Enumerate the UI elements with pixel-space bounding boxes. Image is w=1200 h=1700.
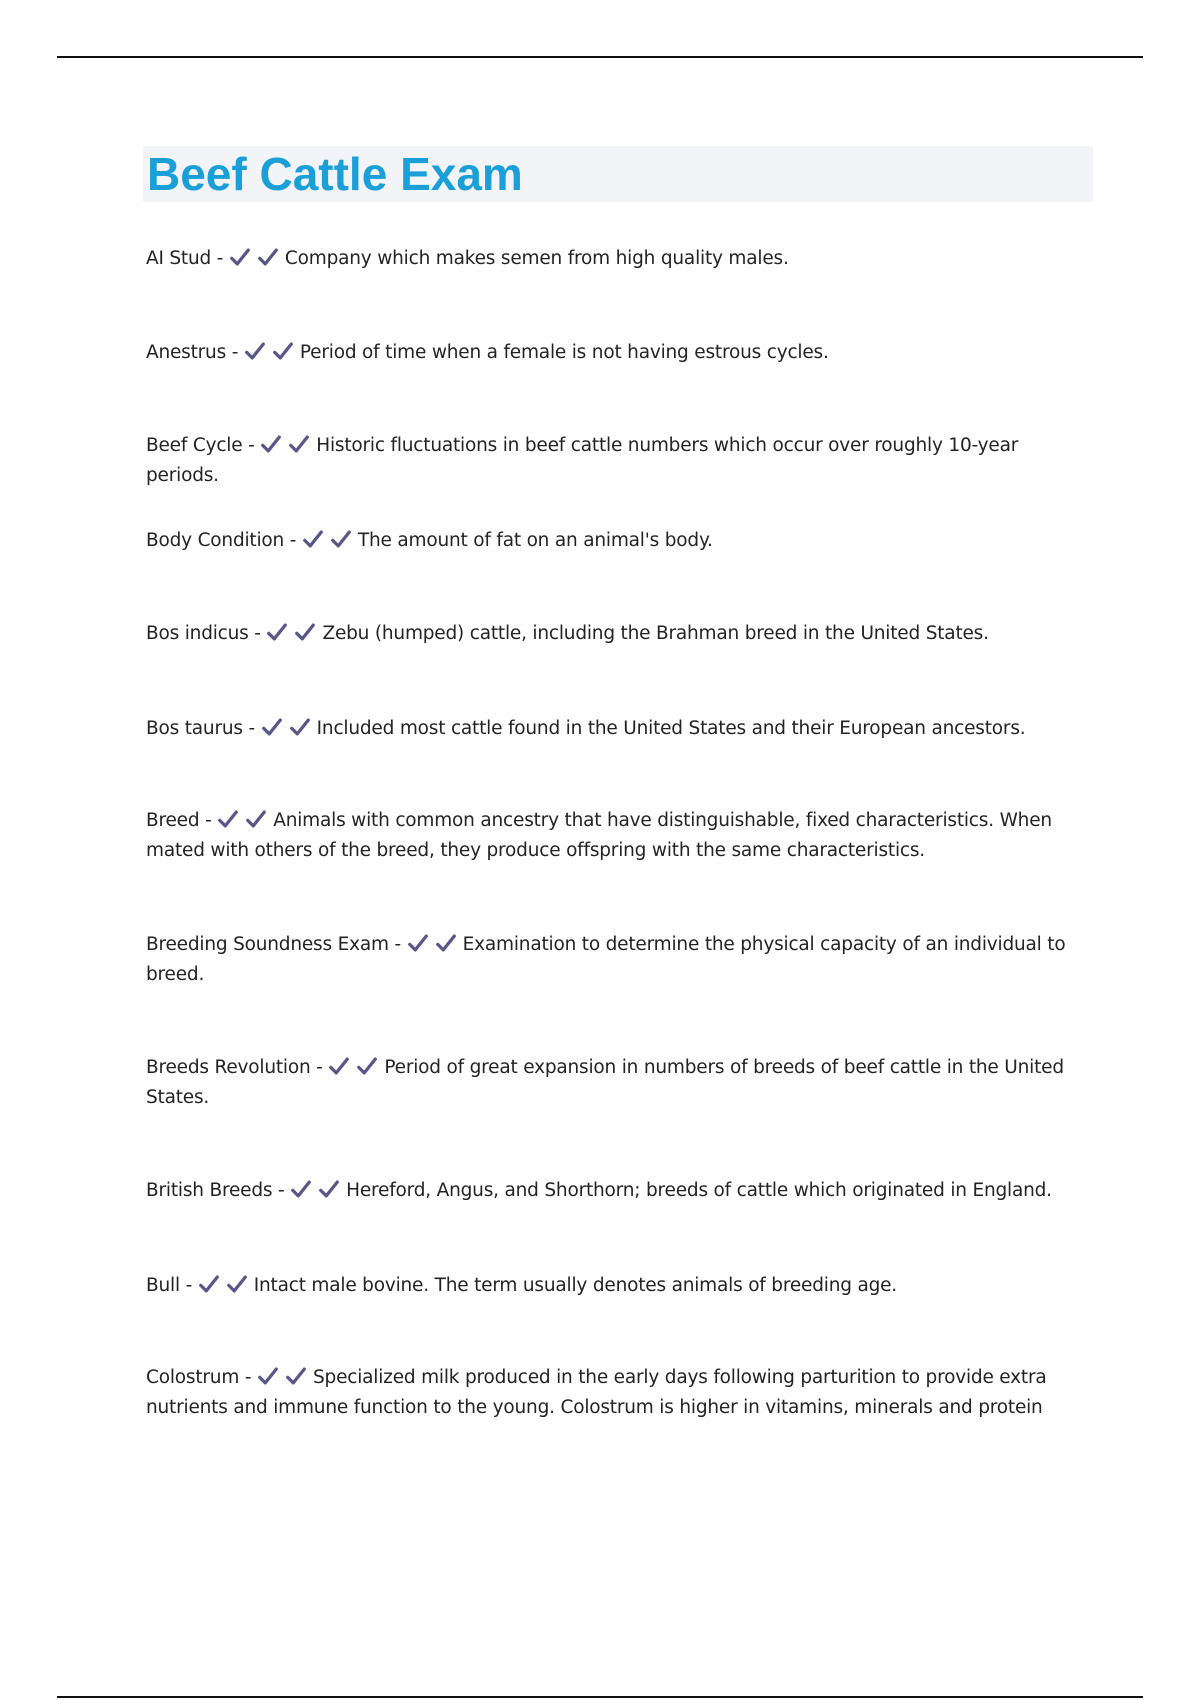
page-title: Beef Cattle Exam [147,148,523,200]
entry-definition: Historic fluctuations in beef cattle numbers which occur over roughly 10-year periods. [146,435,1019,486]
header-rule [57,56,1143,58]
check-mark-icon [288,433,310,455]
check-mark-icon [328,1055,350,1077]
entry-term: Body Condition [146,530,285,551]
entry-separator: - [310,1057,329,1078]
definition-entry [146,619,1096,649]
entry-term: Bos taurus [146,718,243,739]
entry-separator: - [226,342,244,363]
check-mark-icon [257,246,279,268]
check-mark-icon [266,621,288,643]
check-mark-icon [257,1365,279,1387]
check-mark-icon [198,1273,220,1295]
entry-term: Bos indicus [146,623,249,644]
entry-definition: Hereford, Angus, and Shorthorn; breeds of cattle which originated in England. [346,1180,1052,1201]
entry-definition: Period of great expansion in numbers of breeds of beef cattle in the United States. [146,1057,1064,1108]
definition-entry [146,244,1096,274]
definition-entry [146,431,1096,491]
definition-entry [146,1176,1096,1206]
definition-entry [146,1363,1096,1423]
entry-definition: The amount of fat on an animal's body. [357,530,713,551]
entry-term: Beef Cycle [146,435,243,456]
definition-entry [146,338,1096,368]
definition-entry [146,1271,1096,1301]
entry-definition: Period of time when a female is not having estrous cycles. [299,342,829,363]
entry-separator: - [248,623,267,644]
entry-term: Bull [146,1275,180,1296]
entry-separator: - [272,1180,291,1201]
entry-term: Breeding Soundness Exam [146,934,389,955]
entry-term: British Breeds [146,1180,273,1201]
entry-definition: Intact male bovine. The term usually denotes animals of breeding age. [253,1275,897,1296]
entry-definition: Animals with common ancestry that have distinguishable, fixed characteristics. When mated with others of the breed, they produce offspring with the same characteristics. [146,810,1052,861]
check-mark-icon [245,808,267,830]
entry-definition: Zebu (humped) cattle, including the Brahman breed in the United States. [322,623,989,644]
entry-term: Breeds Revolution [146,1057,311,1078]
footer-rule [57,1696,1143,1698]
entry-definition: Examination to determine the physical capacity of an individual to breed. [146,934,1066,985]
definition-entry [146,714,1096,744]
check-mark-icon [330,528,352,550]
definition-entry [146,806,1096,866]
entry-definition: Specialized milk produced in the early days following parturition to provide extra nutrients and immune function to the young. Colostrum is higher in vitamins, minerals and protein [146,1367,1047,1418]
definition-entry [146,930,1096,990]
check-mark-icon [290,1178,312,1200]
entry-separator: - [242,435,261,456]
check-mark-icon [226,1273,248,1295]
entry-term: Anestrus [146,342,227,363]
entry-separator: - [242,718,261,739]
check-mark-icon [261,716,283,738]
entry-definition: Company which makes semen from high quality males. [284,248,789,269]
definition-entry [146,1053,1096,1113]
entry-separator: - [239,1367,257,1388]
check-mark-icon [435,932,457,954]
check-mark-icon [356,1055,378,1077]
check-mark-icon [302,528,324,550]
check-mark-icon [260,433,282,455]
definition-entry [146,526,1096,556]
entry-separator: - [211,248,229,269]
entry-separator: - [179,1275,198,1296]
title-banner [143,146,1093,202]
entry-term: Breed [146,810,200,831]
entry-separator: - [284,530,302,551]
entry-term: Colostrum [146,1367,240,1388]
check-mark-icon [217,808,239,830]
check-mark-icon [272,340,294,362]
check-mark-icon [285,1365,307,1387]
check-mark-icon [244,340,266,362]
entry-separator: - [388,934,407,955]
check-mark-icon [289,716,311,738]
check-mark-icon [318,1178,340,1200]
check-mark-icon [294,621,316,643]
check-mark-icon [229,246,251,268]
entry-term: AI Stud [146,248,212,269]
check-mark-icon [407,932,429,954]
entry-definition: Included most cattle found in the United States and their European ancestors. [316,718,1026,739]
entry-separator: - [199,810,218,831]
